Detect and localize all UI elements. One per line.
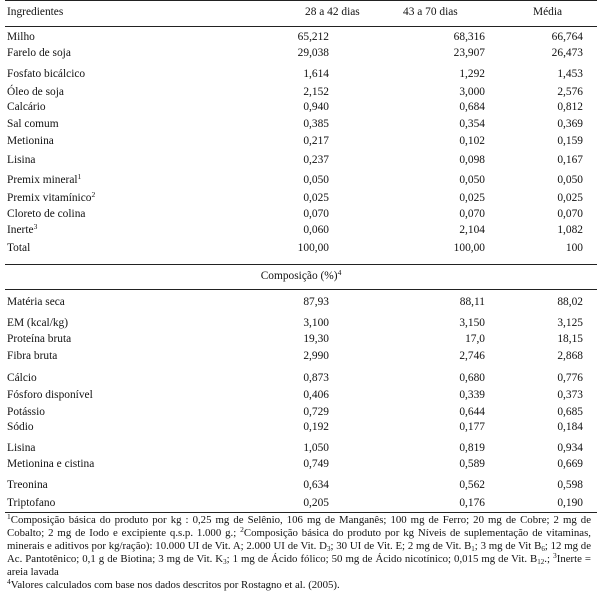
cell-43-70: 0,102 [459, 135, 485, 147]
cell-28-42: 1,050 [303, 442, 329, 454]
cell-28-42: 0,025 [303, 192, 329, 204]
cell-28-42: 0,385 [303, 118, 329, 130]
cell-media: 0,685 [557, 406, 583, 418]
table-row [5, 66, 597, 82]
cell-43-70: 0,819 [459, 442, 485, 454]
table-row [5, 133, 597, 149]
row-label: Matéria seca [7, 296, 65, 308]
row-label: Metionina e cistina [7, 458, 95, 470]
cell-media: 18,15 [557, 333, 583, 345]
cell-media: 0,167 [557, 154, 583, 166]
row-label: Lisina [7, 442, 36, 454]
header-ingredients: Ingredientes [7, 6, 64, 18]
header-43-70: 43 a 70 dias [403, 6, 458, 18]
cell-28-42: 0,634 [303, 479, 329, 491]
cell-media: 0,934 [557, 442, 583, 454]
cell-43-70: 0,684 [459, 101, 485, 113]
cell-43-70: 0,644 [459, 406, 485, 418]
cell-media: 66,764 [551, 31, 583, 43]
row-label: Potássio [7, 406, 45, 418]
row-label: Milho [7, 31, 35, 43]
cell-43-70: 0,354 [459, 118, 485, 130]
cell-media: 0,669 [557, 458, 583, 470]
cell-43-70: 100,00 [453, 242, 485, 254]
cell-media: 0,070 [557, 208, 583, 220]
cell-43-70: 2,746 [459, 350, 485, 362]
row-label: Treonina [7, 479, 48, 491]
row-label: Lisina [7, 154, 36, 166]
cell-28-42: 0,050 [303, 174, 329, 186]
cell-43-70: 3,000 [459, 86, 485, 98]
row-label: Premix mineral$^1$ [7, 172, 82, 186]
cell-28-42: 0,192 [303, 421, 329, 433]
table-bottom-rule [5, 512, 597, 513]
footnotes [7, 514, 591, 592]
table-row [5, 222, 597, 238]
table-row [5, 348, 597, 364]
table-row [5, 456, 597, 472]
composition-header [5, 268, 597, 284]
composition-header-rule [5, 289, 597, 290]
cell-28-42: 0,406 [303, 389, 329, 401]
row-label: Cloreto de colina [7, 208, 86, 220]
cell-43-70: 0,070 [459, 208, 485, 220]
cell-media: 1,082 [557, 224, 583, 236]
table-row [5, 315, 597, 331]
cell-media: 2,576 [557, 86, 583, 98]
cell-28-42: 2,152 [303, 86, 329, 98]
row-label: Óleo de soja [7, 86, 64, 98]
row-label: Fósforo disponível [7, 389, 93, 401]
table-row [5, 206, 597, 222]
row-label: Fibra bruta [7, 350, 58, 362]
cell-43-70: 23,907 [453, 47, 485, 59]
cell-43-70: 0,176 [459, 497, 485, 509]
table-row [5, 45, 597, 61]
cell-media: 3,125 [557, 317, 583, 329]
row-label: Cálcio [7, 372, 37, 384]
row-label: Farelo de soja [7, 47, 71, 59]
cell-28-42: 87,93 [303, 296, 329, 308]
cell-media: 0,369 [557, 118, 583, 130]
table-row [5, 152, 597, 168]
cell-43-70: 0,025 [459, 192, 485, 204]
header-media: Média [533, 6, 563, 18]
table-row [5, 495, 597, 511]
table-header [5, 4, 597, 20]
cell-media: 0,776 [557, 372, 583, 384]
cell-media: 0,812 [557, 101, 583, 113]
header-bottom-rule [5, 26, 597, 27]
table-row-total [5, 240, 597, 256]
cell-28-42: 0,205 [303, 497, 329, 509]
table-row [5, 29, 597, 45]
header-28-42: 28 a 42 dias [305, 6, 360, 18]
cell-43-70: 1,292 [459, 68, 485, 80]
cell-media: 1,453 [557, 68, 583, 80]
section-rule [5, 264, 597, 265]
cell-28-42: 1,614 [303, 68, 329, 80]
table-row [5, 190, 597, 206]
cell-28-42: 3,100 [303, 317, 329, 329]
cell-media: 100 [565, 242, 583, 254]
table-row [5, 116, 597, 132]
row-label: Calcário [7, 101, 46, 113]
row-label: Proteína bruta [7, 333, 72, 345]
row-label: Fosfato bicálcico [7, 68, 86, 80]
cell-28-42: 0,070 [303, 208, 329, 220]
table-row [5, 419, 597, 435]
table-top-rule [5, 0, 597, 1]
cell-media: 0,190 [557, 497, 583, 509]
cell-43-70: 0,050 [459, 174, 485, 186]
table-row [5, 477, 597, 493]
table-row [5, 404, 597, 420]
footnote-4: $^4$Valores calculados com base nos dados descritos por Rostagno et al. (2005). [7, 577, 340, 591]
row-label: Triptofano [7, 497, 56, 509]
cell-28-42: 19,30 [303, 333, 329, 345]
table-row [5, 331, 597, 347]
row-label: Metionina [7, 135, 54, 147]
cell-43-70: 3,150 [459, 317, 485, 329]
table-row [5, 172, 597, 188]
cell-media: 0,050 [557, 174, 583, 186]
cell-28-42: 0,729 [303, 406, 329, 418]
table-row [5, 440, 597, 456]
cell-43-70: 2,104 [459, 224, 485, 236]
cell-43-70: 0,098 [459, 154, 485, 166]
cell-43-70: 0,680 [459, 372, 485, 384]
row-label: EM (kcal/kg) [7, 317, 69, 329]
cell-28-42: 0,217 [303, 135, 329, 147]
row-label: Sódio [7, 421, 34, 433]
cell-28-42: 100,00 [297, 242, 329, 254]
cell-28-42: 0,873 [303, 372, 329, 384]
table-row [5, 99, 597, 115]
cell-43-70: 0,562 [459, 479, 485, 491]
footnote-1-2-3: $^1$Composição básica do produto por kg : 0,25 mg de Selênio, 106 mg de Manganês; 100 mg de Ferro; 20 mg de Cobre; 2 mg de Cobalto; 2 mg de Iodo e excipiente q.s.p. 1.000 g.; $^2$Composição básica do produto por kg Níveis de suplementação de vitaminas, minerais e aditivos por kg/ração): 10.000 UI de Vit. A; 2.000 UI de Vit. $D_3$; 30 UI de Vit. E; 2 mg de Vit. $B_1$; 3 mg de Vit $B_6$; 12 mg de Ac. Pantotênico; 0,1 g de Biotina; 3 mg de Vit. $K_3$; 1 mg de Ácido fólico; 50 mg de Ácido nicotínico; 0,015 mg de Vit. $B_{12}$.; $^3$Inerte = areia lavada [7, 512, 591, 578]
cell-43-70: 0,177 [459, 421, 485, 433]
cell-28-42: 0,749 [303, 458, 329, 470]
cell-media: 0,184 [557, 421, 583, 433]
row-label: Inerte$^3$ [7, 222, 38, 236]
row-label: Total [7, 242, 31, 254]
cell-media: 88,02 [557, 296, 583, 308]
cell-media: 0,159 [557, 135, 583, 147]
cell-28-42: 0,237 [303, 154, 329, 166]
cell-media: 26,473 [551, 47, 583, 59]
row-label: Premix vitamínico$^2$ [7, 190, 96, 204]
cell-media: 0,025 [557, 192, 583, 204]
cell-28-42: 0,940 [303, 101, 329, 113]
cell-28-42: 29,038 [297, 47, 329, 59]
table-row [5, 387, 597, 403]
cell-28-42: 2,990 [303, 350, 329, 362]
cell-43-70: 17,0 [465, 333, 485, 345]
table-row [5, 294, 597, 310]
cell-43-70: 88,11 [459, 296, 485, 308]
table-row [5, 84, 597, 100]
cell-media: 0,373 [557, 389, 583, 401]
cell-43-70: 0,339 [459, 389, 485, 401]
cell-media: 2,868 [557, 350, 583, 362]
row-label: Sal comum [7, 118, 59, 130]
cell-28-42: 0,060 [303, 224, 329, 236]
cell-28-42: 65,212 [297, 31, 329, 43]
cell-43-70: 0,589 [459, 458, 485, 470]
cell-media: 0,598 [557, 479, 583, 491]
composition-title: Composição (%)$^4$ [260, 268, 342, 282]
cell-43-70: 68,316 [453, 31, 485, 43]
table-row [5, 370, 597, 386]
